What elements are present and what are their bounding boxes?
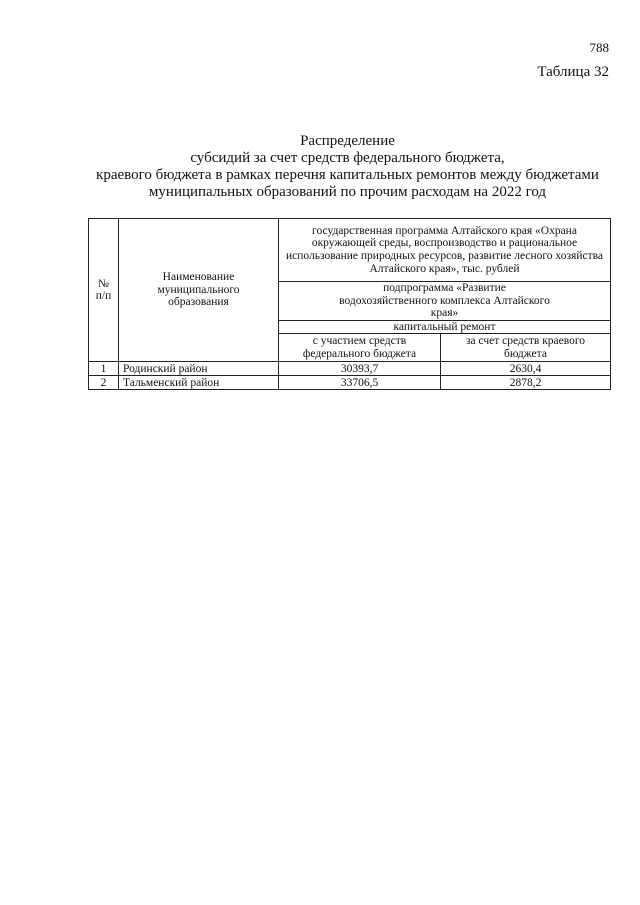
row-name: Тальменский район [119, 376, 279, 390]
row-num: 2 [89, 376, 119, 390]
row-name: Родинский район [119, 362, 279, 376]
header-program: государственная программа Алтайского края «Охрана окружающей среды, воспроизводство и рациональное использование природных ресурсов, развитие лесного хозяйства Алтайского края», тыс. рублей [279, 219, 611, 282]
row-federal: 30393,7 [279, 362, 441, 376]
table-label: Таблица 32 [537, 64, 609, 80]
header-name: Наименование муниципального образования [119, 219, 279, 362]
title-line-1: Распределение [300, 133, 395, 149]
subsidy-table [88, 218, 611, 390]
header-regional: за счет средств краевого бюджета [441, 334, 611, 362]
row-federal: 33706,5 [279, 376, 441, 390]
header-subprogram: подпрограмма «Развитие водохозяйственного комплекса Алтайского края» [279, 282, 611, 321]
document-title [40, 133, 640, 201]
table-row [89, 376, 611, 390]
title-line-2: субсидий за счет средств федерального бюджета, [190, 150, 505, 166]
page-number: 788 [589, 40, 609, 55]
row-regional: 2878,2 [441, 376, 611, 390]
title-line-3: краевого бюджета в рамках перечня капитальных ремонтов между бюджетами [96, 167, 599, 183]
row-regional: 2630,4 [441, 362, 611, 376]
table-row [89, 362, 611, 376]
row-num: 1 [89, 362, 119, 376]
header-num: № п/п [89, 219, 119, 362]
title-line-4: муниципальных образований по прочим расходам на 2022 год [148, 184, 547, 200]
header-federal: с участием средств федерального бюджета [279, 334, 441, 362]
header-capital-repair: капитальный ремонт [279, 320, 611, 334]
